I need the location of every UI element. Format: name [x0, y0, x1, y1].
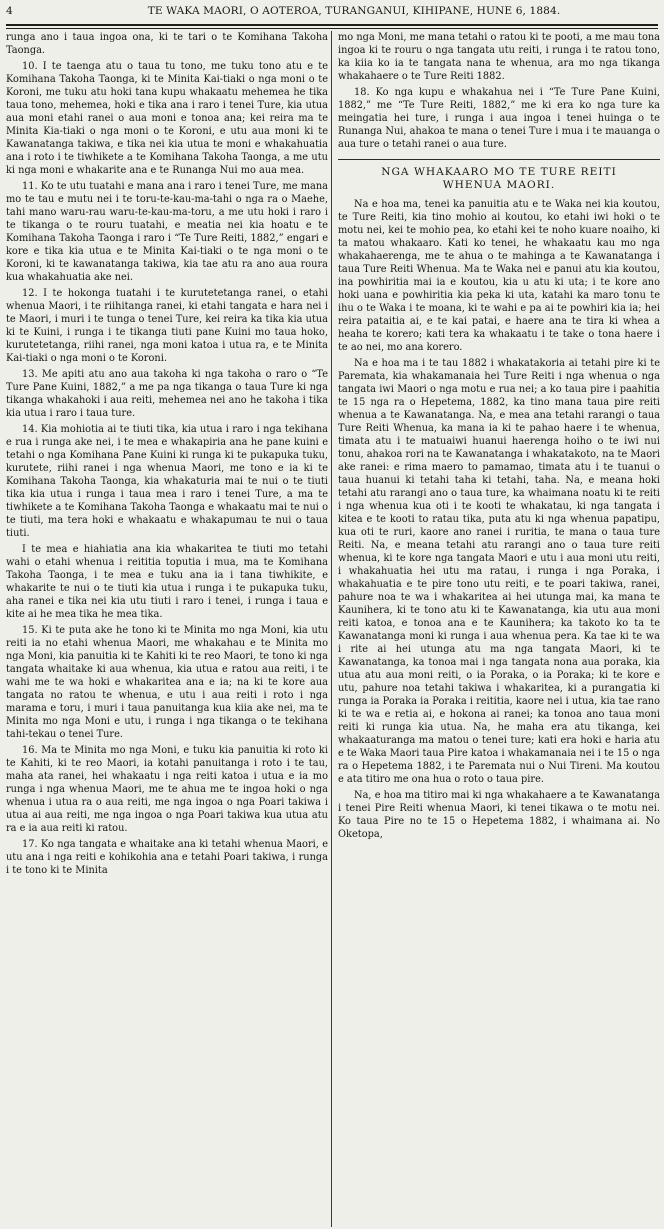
article-paragraph: 18. Ko nga kupu e whakahua nei i “Te Ture Pane Kuini, 1882,” me “Te Ture Reiti, 1882,” me ki era ko nga ture ka meingatia hei ture, i runga i aua ingoa i tenei huinga o te Runanga Nui, ahakoa te mana o tenei Ture i mua i te mauanga o aua ture o tetahi ranei o aua ture. [338, 87, 660, 150]
article-paragraph: 10. I te taenga atu o taua tu tono, me tuku tono atu e te Komihana Takoha Taonga, ki te Minita Kai-tiaki o nga moni o te Koroni, me tuku atu hoki tana kupu whakaatu mehemea he tika taua tono, mehemea, hoki e tika ana i raro i tenei Ture, kia utua aua moni etahi ranei o aua moni e tonoa ana; kei reira ma te Minita Kia-tiaki o nga moni o te Koroni, e utu aua moni ki te Kawanatanga takiwa, e tika nei kia utua te moni e whakahuatia ana i roto i te tiwhikete a te Komihana Takoha Taonga, a me utu ki nga moni e whakarite ana e te Runanga Nui mo aua mea. [6, 61, 328, 176]
page-header [0, 4, 664, 18]
section-divider [338, 159, 660, 160]
article-paragraph: 13. Me apiti atu ano aua takoha ki nga takoha o raro o “Te Ture Pane Kuini, 1882,” a me pa nga tikanga o taua Ture ki nga tikanga whakahoki i aua reiti, mehemea nei ano he takoha i tika kia utua i raro i taua ture. [6, 369, 328, 419]
right-column [338, 31, 660, 1227]
article-paragraph: Na, e hoa ma titiro mai ki nga whakahaere a te Kawanatanga i tenei Pire Reiti whenua Maori, ki tenei tikawa o te motu nei. Ko taua Pire no te 15 o Hepetema 1882, i whaimana ai. No Oketopa, [338, 790, 660, 840]
header-rule-thick [6, 24, 658, 26]
article-paragraph: 15. Ki te puta ake he tono ki te Minita mo nga Moni, kia utu reiti ia no etahi whenua Maori, me whakahau e te Minita mo nga Moni, kia panuitia ki te Kahiti ki te reo Maori, te tono ki nga tangata whaitake ki aua whenua, kia utua e ratou aua reiti, i te wahi me te wa hoki e whakaritea ana e ia; na ki te kore aua tangata no ratou te whenua, e utu i aua reiti i roto i nga marama e toru, i muri i taua panuitanga kua kiia ake nei, ma te Minita mo nga Moni e utu, i runga i nga tikanga o te tekihana tahi-tekau o tenei Ture. [6, 625, 328, 740]
article-paragraph: 17. Ko nga tangata e whaitake ana ki tetahi whenua Maori, e utu ana i nga reiti e kohikohia ana e tetahi Poari takiwa, i runga i te tono ki te Minita [6, 839, 328, 876]
article-paragraph: Na e hoa ma i te tau 1882 i whakatakoria ai tetahi pire ki te Paremata, kia whakamanaia hei Ture Reiti i nga whenua o nga tangata iwi Maori o nga motu e rua nei; a ko taua pire i paahitia te 15 nga ra o Hepetema, 1882, ka tino mana taua pire reiti whenua a te Kawanatanga. Na, e mea ana tetahi rarangi o taua Ture Reiti Whenua, ka mana ia ki te pahao haere i te whenua, timata atu i te matuaiwi huanui haerenga hoiho o te iwi nui tonu, ahakoa rori na te Kawanatanga i whakatakoto, na te Maori ake ranei: e rima maero to pamamao, timata atu i te tuanui o taua huanui ki tetahi taha ki tetahi, taha. Na, e meana hoki tetahi atu rarangi ano o taua ture, ka whaimana noatu ki te reiti i nga whenua kua oti i te kooti te whakatau, ki nga tangata i kitea e te kooti to ratau tika, puta atu ki nga whenua papatipu, kua oti te ruri, kaore ano ranei i ruritia, te mana o taua ture Reiti. Na, e meana tetahi atu rarangi ano o taua ture reiti whenua, ki te kore nga tangata Maori e utu i aua moni utu reiti, i whakahuatia hei utu ma ratau, i runga i nga Poraka, i whakahuatia e te pire tono utu reiti, e te poari takiwa, ranei, pahure noa te wa i whakaritea ai hei utunga mai, ka mana te Kaunihera, ki te tono atu ki te Kawanatanga, kia utu aua moni reiti katoa, e tonoa ana e te Kaunihera; ka takoto ko ta te Kawanatanga moni ki runga i aua whenua pera. Ka tae ki te wa i rite ai hei utunga atu ma nga tangata Maori, ki te Kawanatanga, ka tonoa mai i nga tangata nona aua poraka, kia utua atu aua moni reiti, o ia Poraka, o ia Poraka; ki te kore e utu, pahure noa tetahi takiwa i whakaritea, ki a purangatia ki runga ia Poraka ia Poraka i reititia, kaore nei i utua, kia tae rano ki te wa e retia ai, e hokona ai ranei; ka tonoa ano taua moni reiti ki runga kia utua. Na, he maha era atu tikanga, kei whakaaturanga ma matou o tenei ture; kati era hoki e haria atu e te Waka Maori taua Pire katoa i whakamanaia nei i te 15 o nga ra o Hepetema 1882, i te Paremata nui o Nui Tireni. Ma koutou e ata titiro me ona hua o roto o taua pire. [338, 358, 660, 785]
article-paragraph: 16. Ma te Minita mo nga Moni, e tuku kia panuitia ki roto ki te Kahiti, ki te reo Maori, ia kotahi panuitanga i roto i te tau, maha ata ranei, hei whakaatu i nga reiti katoa i utua e ia mo runga i nga whenua Maori, me te ahua me te ingoa hoki o nga whenua i utua ra o aua reiti, me nga ingoa o nga Poari takiwa i utua ai aua reiti, me nga ingoa o nga Poari takiwa kua utua atu ra e ia aua reiti ki ratou. [6, 745, 328, 834]
article-paragraph: 14. Kia mohiotia ai te tiuti tika, kia utua i raro i nga tekihana e rua i runga ake nei, i te mea e whakapiria ana he pane kuini e tetahi o nga Komihana Pane Kuini ki runga ki te pukapuka tuku, kurutete, riihi ranei i nga whenua Maori, me tono e ia ki te Komihana Takoha Taonga, kia whakaturia mai te nui o te tiuti tika kia utua i runga i taua mea i raro i tenei Ture, a ma te tiwhikete a te Komihana Takoha Taonga e whakaatu mai te nui o te tiuti, ma tera hoki e whakaatu e whakapumau te nui o taua tiuti. [6, 424, 328, 539]
column-rule [331, 31, 332, 1227]
article-paragraph: Na e hoa ma, tenei ka panuitia atu e te Waka nei kia koutou, te Ture Reiti, kia tino mohio ai koutou, ko etahi iwi hoki o te motu nei, kei te mohio pea, ko etahi kei te noho kuare noaiho, ki ta matou whakaaro. Kati ko tenei, he whakaatu kau mo nga whakahaerenga, me te ahua o te mahinga a te Kawanatanga i taua Ture Reiti Whenua. Ma te Waka nei e panui atu kia koutou, ina powhiritia mai ia e koutou, kia u atu ki uta; i te kore ano hoki uana e powhiritia kia peka ki uta, katahi ka maro tonu te ihu o te Waka i te moana, ki te wahi e pa ai te powhiri kia ia; hei reira pataitia ai, e te kai patai, e haere ana te tira ki whea a heaha te korero; kati tera ka whakaatu i te take o tona haere i te ao nei, mo ana korero. [338, 199, 660, 353]
header-rule-thin [6, 28, 658, 29]
section-heading-line: WHENUA MAORI. [442, 179, 556, 191]
section-heading-line: NGA WHAKAARO MO TE TURE REITI [381, 166, 617, 178]
left-column [6, 31, 328, 1227]
article-paragraph: 11. Ko te utu tuatahi e mana ana i raro i tenei Ture, me mana mo te tau e mutu nei i te toru-te-kau-ma-tahi o nga ra o Maehe, tahi mano waru-rau waru-te-kau-ma-toru, a me utu hoki i raro i te tikanga o te rouru tuatahi, e meatia nei kia hoatu e te Komihana Takoha Taonga i raro i “Te Ture Reiti, 1882,” engari e kore e tika kia utua e te Minita Kai-tiaki o te nga moni o te Koroni, ki te kawanatanga takiwa, kia tae atu ra ano aua roura kua whakahuatia ake nei. [6, 181, 328, 283]
section-heading [338, 166, 660, 192]
article-paragraph: I te mea e hiahiatia ana kia whakaritea te tiuti mo tetahi wahi o etahi whenua i reititia toputia i mua, ma te Komihana Takoha Taonga, i te mea e tuku ana ia i tana tiwhikite, e whakarite te nui o te tiuti kia utua i runga i te pukapuka tuku, aha ranei e tika nei kia utu tiuti i raro i tenei, i runga i taua e kite ai he mea tika he mea tika. [6, 544, 328, 620]
article-paragraph: runga ano i taua ingoa ona, ki te tari o te Komihana Takoha Taonga. [6, 32, 328, 56]
page-number: 4 [6, 5, 13, 17]
article-paragraph: 12. I te hokonga tuatahi i te kurutetetanga ranei, o etahi whenua Maori, i te riihitanga ranei, ki etahi tangata e hara nei i te Maori, i muri i te tunga o tenei Ture, kei reira ka tika kia utua ki te Kuini, i runga i te tikanga tiuti pane Kuini mo taua hoko, kurutetetanga, riihi ranei, nga moni katoa i utua ra, e te Minita Kai-tiaki o nga moni o te Koroni. [6, 288, 328, 364]
running-title: TE WAKA MAORI, O AOTEROA, TURANGANUI, KIHIPANE, HUNE 6, 1884. [147, 5, 561, 17]
article-paragraph: mo nga Moni, me mana tetahi o ratou ki te pooti, a me mau tona ingoa ki te rouru o nga tangata utu reiti, i runga i te ratou tono, ka kiia ko ia te tangata nana te whenua, ara mo nga tikanga whakahaere o te Ture Reiti 1882. [338, 32, 660, 82]
